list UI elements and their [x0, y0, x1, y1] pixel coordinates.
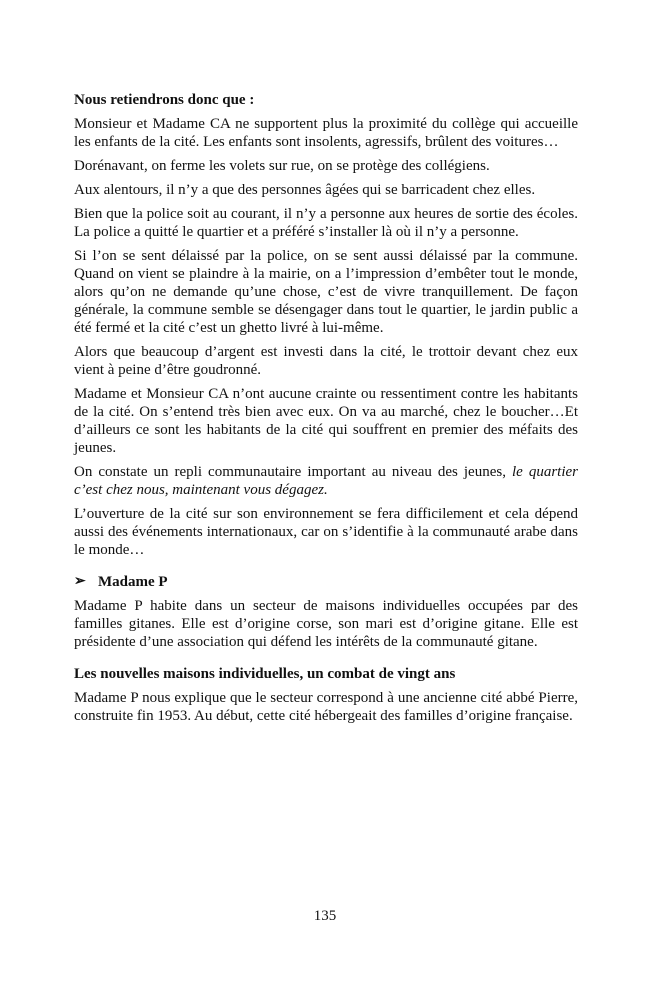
- paragraph-1: Monsieur et Madame CA ne supportent plus la proximité du collège qui accueille les enfants de la cité. Les enfants sont insolents, agressifs, brûlent des voitures…: [74, 116, 578, 150]
- paragraph-7: Madame et Monsieur CA n’ont aucune crainte ou ressentiment contre les habitants de la cité. On s’entend très bien avec eux. On va au marché, chez le boucher…Et d’ailleurs ce sont les habitants de la cité qui souffrent en premier des méfaits des jeunes.: [74, 386, 578, 456]
- section-paragraph: Madame P habite dans un secteur de maisons individuelles occupées par des familles gitanes. Elle est d’origine corse, son mari est d’origine gitane. Elle est présidente d’une association qui défend les intérêts de la communauté gitane.: [74, 598, 578, 650]
- section-title-text: Madame P: [98, 574, 168, 590]
- page-number: 135: [313, 908, 337, 924]
- paragraph-5: Si l’on se sent délaissé par la police, on se sent aussi délaissé par la commune. Quand on vient se plaindre à la mairie, on a l’impression d’embêter tout le monde, alors qu’on ne demande qu’une chose, c’est de vivre tranquillement. De façon générale, la commune semble se désengager dans tout le quartier, le jardin public a été fermé et la cité c’est un ghetto livré à lui-même.: [74, 248, 578, 336]
- section-heading: Nous retiendrons donc que :: [74, 92, 255, 108]
- paragraph-after-quote: L’ouverture de la cité sur son environnement se fera difficilement et cela dépend aussi des événements internationaux, car on s’identifie à la communauté arabe dans le monde…: [74, 506, 578, 558]
- paragraph-2: Dorénavant, on ferme les volets sur rue, on se protège des collégiens.: [74, 158, 490, 174]
- paragraph-6: Alors que beaucoup d’argent est investi dans la cité, le trottoir devant chez eux vient à peine d’être goudronné.: [74, 344, 578, 378]
- subsection-paragraph: Madame P nous explique que le secteur correspond à une ancienne cité abbé Pierre, construite fin 1953. Au début, cette cité hébergeait des familles d’origine française.: [74, 690, 578, 724]
- quote-italic: le quartier c’est chez nous, maintenant vous dégagez.: [74, 464, 578, 498]
- quote-paragraph: [74, 463, 578, 499]
- quote-paragraph-text: On constate un repli communautaire important au niveau des jeunes,: [74, 464, 512, 480]
- page-body: [74, 91, 578, 731]
- paragraph-4: Bien que la police soit au courant, il n’y a personne aux heures de sortie des écoles. La police a quitté le quartier et a préféré s’installer là où il n’y a personne.: [74, 206, 578, 240]
- subsection-heading: Les nouvelles maisons individuelles, un combat de vingt ans: [74, 666, 456, 682]
- arrow-bullet-icon: ➢: [74, 574, 86, 589]
- paragraph-3: Aux alentours, il n’y a que des personnes âgées qui se barricadent chez elles.: [74, 182, 536, 198]
- section-title-madame-p: [74, 573, 578, 591]
